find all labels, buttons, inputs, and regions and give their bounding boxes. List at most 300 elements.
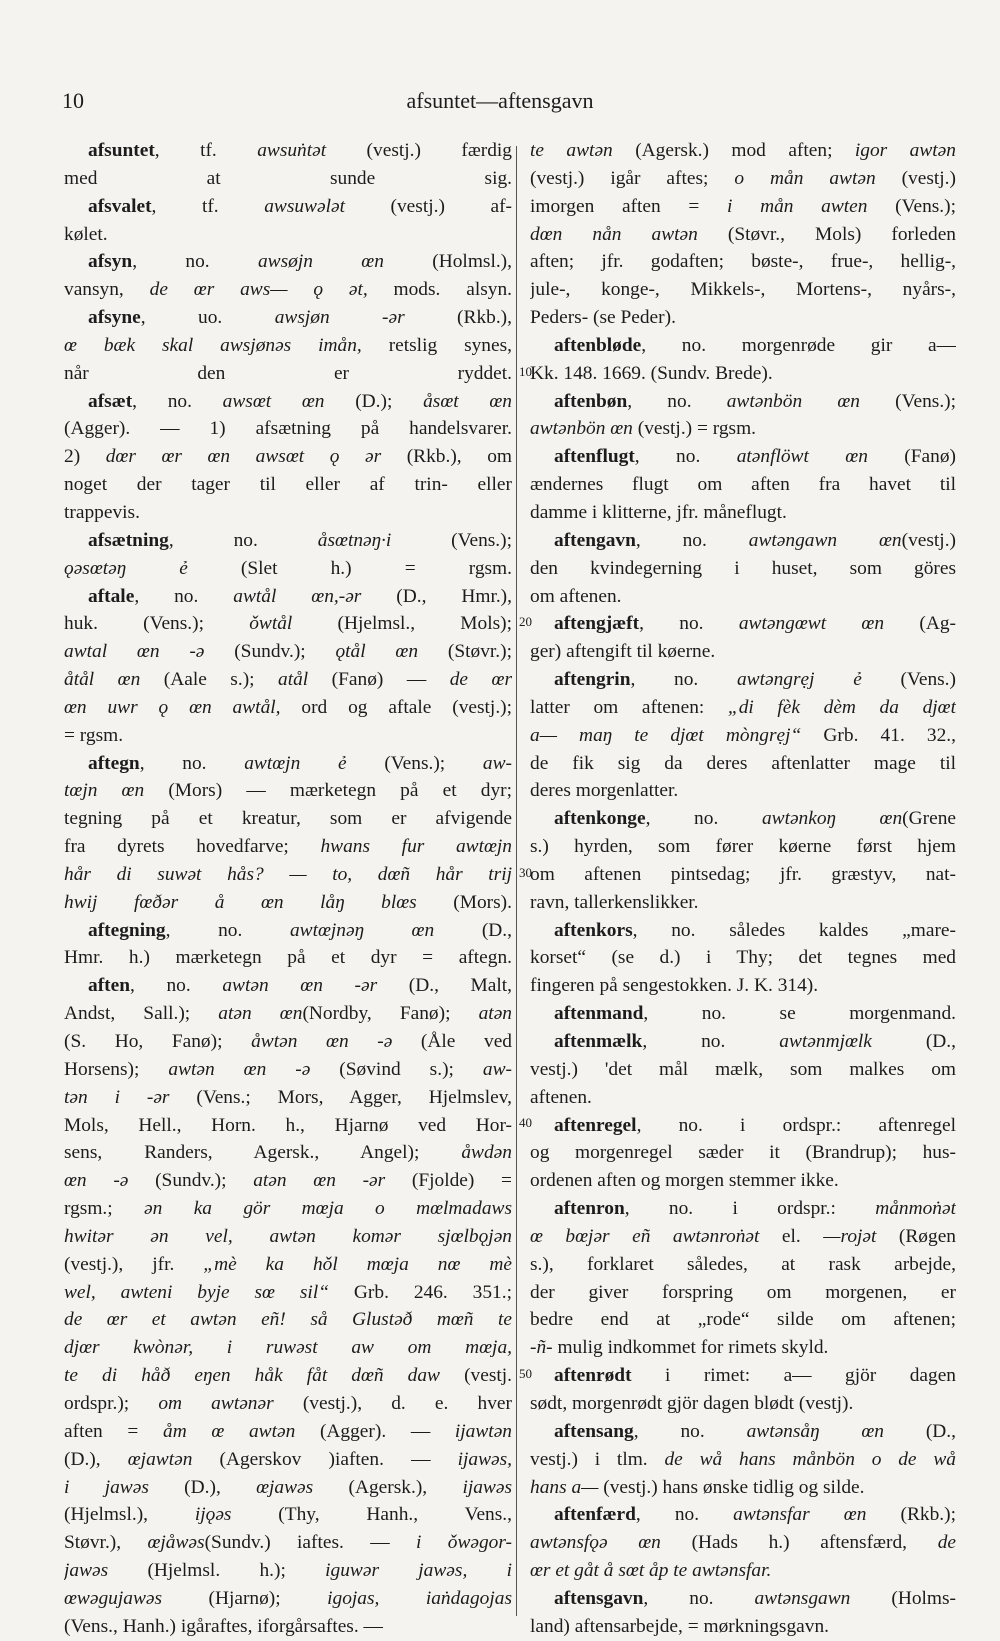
entry-text: (Vens., Hanh.) igåraftes, iforgårsaftes. — <box>64 1615 383 1637</box>
dialect-form: dœn nån awtən <box>530 223 698 245</box>
entry-text: (Røgen <box>876 1225 956 1247</box>
dialect-form: awsuṅtət <box>257 140 327 161</box>
left-column-line <box>64 1056 512 1084</box>
headword: aftenrødt <box>554 1365 632 1387</box>
dialect-form: hwans fur awtœjn <box>320 836 512 858</box>
entry-text: , no. <box>635 1504 734 1526</box>
entry-text: (Støvr.); <box>418 641 512 663</box>
dialect-form: o mån awtən <box>734 167 876 189</box>
dialect-form: —rojət <box>823 1225 877 1247</box>
entry-text: , no. <box>132 251 258 273</box>
entry-text: ordenen aften og morgen stemmer ikke. <box>530 1170 839 1192</box>
dialect-form: tœjn œn <box>64 780 145 802</box>
right-column-line <box>530 722 956 750</box>
dialect-form: åwdən <box>461 1142 512 1164</box>
entry-text: s.), forklaret således, at rask arbejde, <box>530 1253 956 1275</box>
entry-text: Kk. 148. 1669. (Sundv. Brede). <box>530 362 773 384</box>
dialect-form: awsjøn -ər <box>274 307 405 329</box>
dialect-form: ijǫəs <box>194 1504 232 1526</box>
column-divider <box>516 146 517 1616</box>
entry-text: , no. <box>635 529 749 551</box>
entry-text: = rgsm. <box>64 724 124 746</box>
entry-text: Støvr.), <box>64 1532 148 1554</box>
entry-text: s.) hyrden, som fører køerne først hjem <box>530 836 956 858</box>
dialect-form: te di håð eŋen håk fåt dœñ daw <box>64 1365 440 1387</box>
entry-text: , no. morgenrøde gir a— <box>641 334 956 356</box>
entry-text: (D.), <box>64 1448 128 1470</box>
right-column-line <box>530 889 956 917</box>
entry-text: fra dyrets hovedfarve; <box>64 836 321 858</box>
dialect-form: dœr œr œn awsœt ǫ ər <box>105 446 382 468</box>
left-column-line <box>64 583 512 611</box>
dialect-form: i jawəs <box>64 1476 149 1498</box>
entry-text: , no. <box>132 390 223 412</box>
entry-text: vansyn, <box>64 279 150 301</box>
right-column-line <box>530 555 956 583</box>
right-column-line <box>530 165 956 193</box>
entry-text: Peders- (se Peder). <box>530 307 676 329</box>
headword: aftale <box>88 585 135 607</box>
right-column-line <box>530 750 956 778</box>
entry-text: bedre end at „rode“ silde om aftenen; <box>530 1309 956 1331</box>
dialect-form: atən œn <box>218 1003 303 1025</box>
entry-text: vestj.) i tlm. <box>530 1448 665 1470</box>
dialect-form: ijawtən <box>454 1420 512 1442</box>
right-column-line <box>530 1334 956 1362</box>
left-column <box>64 137 512 1641</box>
left-column-line <box>64 889 512 917</box>
headword: aftensang <box>554 1420 634 1442</box>
left-column-line <box>64 1613 512 1641</box>
dialect-form: aw- <box>482 1058 512 1080</box>
dialect-form: hans a— <box>530 1476 599 1498</box>
right-column-line <box>530 777 956 805</box>
right-column-line <box>530 1028 956 1056</box>
left-column-line <box>64 248 512 276</box>
entry-text: ger) aftengift til køerne. <box>530 641 716 663</box>
dialect-form: hwij fœðər å œn låŋ blœs <box>64 891 417 913</box>
entry-text: (Agersk.) mod aften; <box>612 140 855 161</box>
entry-text: Grb. 246. 351.; <box>329 1281 512 1303</box>
dialect-form: ǫtål œn <box>335 641 419 663</box>
left-column-line <box>64 1306 512 1334</box>
entry-text: , no. i ordspr.: aftenregel <box>636 1114 956 1136</box>
left-column-line <box>64 276 512 304</box>
entry-text: (vestj.), d. e. hver <box>273 1392 512 1414</box>
running-head: afsuntet—aftensgavn <box>406 88 594 113</box>
entry-text: Andst, Sall.); <box>64 1003 219 1025</box>
headword: afsætning <box>88 529 169 551</box>
right-column-line <box>530 1195 956 1223</box>
entry-text: (Agger). — <box>295 1420 455 1442</box>
dialect-form: awtənmjœlk <box>779 1031 872 1052</box>
entry-text: Horsens); <box>64 1058 169 1080</box>
entry-text: (vestj.) <box>875 167 956 189</box>
entry-text: Mols, Hell., Horn. h., Hjarnø ved Hor- <box>64 1114 512 1136</box>
entry-text: kølet. <box>64 223 108 245</box>
entry-text: (Hads h.) aftensfærd, <box>660 1532 938 1554</box>
left-column-line <box>64 555 512 583</box>
dialect-form: ǒwtål <box>249 613 293 635</box>
headword: aftenmælk <box>554 1031 643 1052</box>
entry-text: damme i klitterne, jfr. måneflugt. <box>530 501 787 523</box>
right-column-line <box>530 1000 956 1028</box>
dialect-form: hår di suwət hås? — to, dœñ hår trij <box>64 863 512 885</box>
dialect-form: œ bœjər eñ awtənroṅət <box>530 1225 760 1247</box>
entry-text: de fik sig da deres aftenlatter mage til <box>530 752 956 774</box>
left-column-line <box>64 917 512 945</box>
entry-text: , uo. <box>140 307 275 329</box>
right-column-line <box>530 499 956 527</box>
entry-text: (Vens.) <box>861 669 956 691</box>
dialect-form: œn uwr ǫ œn awtål, <box>64 696 281 718</box>
entry-text: (Fanø) <box>867 446 956 468</box>
dialect-form: tən i -ər <box>64 1086 170 1108</box>
left-column-line <box>64 388 512 416</box>
left-column-line <box>64 165 512 193</box>
left-column-line <box>64 1501 512 1529</box>
dialect-form: hwitər ən vel, awtən komər sjœlbǫjən <box>64 1225 512 1247</box>
dialect-form: de <box>937 1532 956 1554</box>
entry-text: (S. Ho, Fanø); <box>64 1031 252 1052</box>
dialect-form: awtənsåŋ œn <box>746 1420 884 1442</box>
right-column-line <box>530 1139 956 1167</box>
entry-text: (D.), <box>148 1476 257 1498</box>
entry-text: (Aale s.); <box>140 669 279 691</box>
entry-text: , no. <box>642 1031 780 1052</box>
entry-text: (Hjelmsl., Mols); <box>292 613 512 635</box>
dialect-form: atən œn -ər <box>253 1170 386 1192</box>
entry-text: , no. <box>165 919 290 941</box>
entry-text: , no. <box>139 752 245 774</box>
entry-text: , tf. <box>151 195 265 217</box>
entry-text: Grb. 41. 32., <box>801 724 956 746</box>
entry-text: land) aftensarbejde, = mørkningsgavn. <box>530 1615 830 1637</box>
dialect-form: awtənbön œn <box>530 418 633 440</box>
entry-text: (D., <box>434 919 512 941</box>
entry-text: (Mors). <box>416 891 512 913</box>
dialect-form: de œr aws— ǫ ət, <box>149 279 368 301</box>
left-column-line <box>64 1084 512 1112</box>
entry-text: (D., Malt, <box>377 975 512 997</box>
right-column-line <box>530 638 956 666</box>
dialect-form: œjawtən <box>127 1448 193 1470</box>
entry-text: (D.); <box>324 390 424 412</box>
headword: afsyn <box>88 251 133 273</box>
headword: aftenfærd <box>554 1504 636 1526</box>
dialect-form: åsœtnəŋ·i <box>317 529 392 551</box>
entry-text: (vestj.), jfr. <box>64 1253 204 1275</box>
entry-text: retslig synes, <box>361 334 512 356</box>
dialect-form: awtənsgawn <box>754 1587 851 1609</box>
dialect-form: awtal œn -ə <box>64 641 205 663</box>
right-column-line <box>530 527 956 555</box>
dialect-form: œ bæk skal awsjønəs imån, <box>64 334 362 356</box>
right-column-line <box>530 1585 956 1613</box>
dialect-form: iguwər jawəs, i <box>325 1560 512 1582</box>
left-column-line <box>64 1167 512 1195</box>
entry-text: (vestj.) = rgsm. <box>632 418 757 440</box>
entry-text: (Grene <box>902 808 956 830</box>
entry-text: (Hjelmsl. h.); <box>108 1560 326 1582</box>
entry-text: den kvindegerning i huset, som göres <box>530 557 956 579</box>
entry-text: aften = <box>64 1420 164 1442</box>
entry-text: (vestj.) igår aftes; <box>530 167 735 189</box>
right-column-line <box>530 360 956 388</box>
headword: aftenbøn <box>554 390 628 412</box>
entry-text: , no. se morgenmand. <box>643 1003 956 1025</box>
left-column-line <box>64 1279 512 1307</box>
headword: afsvalet <box>88 195 152 217</box>
entry-text: (Holmsl.), <box>383 251 512 273</box>
entry-text: med at sunde sig. <box>64 167 512 189</box>
right-column-line <box>530 1474 956 1502</box>
entry-text: korset“ (se d.) i Thy; det tegnes med <box>530 947 956 969</box>
entry-text: (vestj.) hans ønske tidlig og silde. <box>598 1476 865 1498</box>
left-column-line <box>64 499 512 527</box>
left-column-line <box>64 1474 512 1502</box>
headword: aftengavn <box>554 529 636 551</box>
right-column-line <box>530 415 956 443</box>
right-column <box>530 137 956 1641</box>
entry-text: (Rkb.); <box>866 1504 956 1526</box>
entry-text: når den er ryddet. <box>64 362 512 384</box>
entry-text: aftenen. <box>530 1086 592 1108</box>
left-column-line <box>64 1446 512 1474</box>
dialect-form: djœr kwònər, i ruwəst aw om mœja, <box>64 1337 512 1359</box>
right-column-line <box>530 248 956 276</box>
left-column-line <box>64 833 512 861</box>
dialect-form: atən <box>478 1003 512 1025</box>
entry-text: ordspr.); <box>64 1392 159 1414</box>
margin-line-number: 10 <box>519 364 532 379</box>
dialect-form: awsuwəlǝt <box>264 195 345 217</box>
entry-text: , tf. <box>154 140 258 161</box>
left-column-line <box>64 332 512 360</box>
dialect-form: de œr et awtən eñ! så Glustəð mœñ te <box>64 1309 512 1331</box>
dialect-form: igor awtən <box>854 140 956 161</box>
dialect-form: awtəngœwt œn <box>738 613 885 635</box>
entry-text: i rimet: a— gjör dagen <box>631 1365 956 1387</box>
entry-text: , no. <box>633 1420 747 1442</box>
right-column-line <box>530 221 956 249</box>
left-column-line <box>64 1139 512 1167</box>
right-column-line <box>530 471 956 499</box>
right-column-line <box>530 1223 956 1251</box>
left-column-line <box>64 944 512 972</box>
headword: aftegning <box>88 919 166 941</box>
entry-text: , no. <box>639 613 739 635</box>
entry-text: (Rkb.), om <box>381 446 512 468</box>
right-column-line <box>530 137 956 165</box>
left-column-line <box>64 527 512 555</box>
left-column-line <box>64 777 512 805</box>
right-column-line <box>530 1390 956 1418</box>
entry-text: (Åle ved <box>392 1031 512 1052</box>
headword: aftenkors <box>554 919 633 941</box>
left-column-line <box>64 972 512 1000</box>
entry-text: deres morgenlatter. <box>530 780 679 802</box>
margin-line-number: 50 <box>519 1366 532 1381</box>
right-column-line <box>530 1167 956 1195</box>
dialect-form: awtœjn ẻ <box>244 752 347 774</box>
dialect-form: „di fèk dèm da djœt <box>727 696 956 718</box>
dialect-form: de wå hans månbön o de wå <box>664 1448 956 1470</box>
dialect-form: atål <box>278 669 309 691</box>
entry-text: huk. (Vens.); <box>64 613 250 635</box>
entry-text: mods. alsyn. <box>367 279 512 301</box>
right-column-line <box>530 805 956 833</box>
left-column-line <box>64 1557 512 1585</box>
right-column-line <box>530 1362 956 1390</box>
entry-text: og morgenregel sæder it (Brandrup); hus- <box>530 1142 956 1164</box>
entry-text: (Rkb.), <box>404 307 512 329</box>
entry-text: aften; jfr. godaften; bøste-, frue-, hellig-, <box>530 251 956 273</box>
dialect-form: ijawəs, <box>457 1448 512 1470</box>
entry-text: , no. <box>643 1587 755 1609</box>
left-column-line <box>64 304 512 332</box>
page-number: 10 <box>62 88 84 113</box>
dialect-form: awsøjn œn <box>257 251 384 273</box>
right-column-line <box>530 583 956 611</box>
entry-text: trappevis. <box>64 501 140 523</box>
headword: aftenregel <box>554 1114 637 1136</box>
dialect-form: atənflöwt œn <box>736 446 868 468</box>
entry-text: noget der tager til eller af trin- eller <box>64 474 512 496</box>
left-column-line <box>64 221 512 249</box>
entry-text: rgsm.; <box>64 1198 145 1220</box>
left-column-line <box>64 722 512 750</box>
right-column-line <box>530 1613 956 1641</box>
dialect-form: œjawəs <box>256 1476 314 1498</box>
right-column-line <box>530 276 956 304</box>
entry-text: (Ag- <box>884 613 956 635</box>
entry-text: (vestj.) <box>901 529 956 551</box>
right-column-line <box>530 833 956 861</box>
left-column-line <box>64 193 512 221</box>
left-column-line <box>64 1223 512 1251</box>
entry-text: sødt, morgenrødt gjör dagen blødt (vestj). <box>530 1392 854 1414</box>
entry-text: , no. <box>630 669 737 691</box>
entry-text: (Hjarnø); <box>162 1587 328 1609</box>
right-column-line <box>530 332 956 360</box>
headword: aftensgavn <box>554 1587 644 1609</box>
dialect-form: åm œ awtən <box>163 1420 296 1442</box>
headword: afsæt <box>88 390 133 412</box>
headword: aftenron <box>554 1198 625 1220</box>
entry-text: sens, Randers, Agersk., Angel); <box>64 1142 462 1164</box>
left-column-line <box>64 638 512 666</box>
left-column-line <box>64 1195 512 1223</box>
entry-text: ændernes flugt om aften fra havet til <box>530 474 956 496</box>
entry-text: (Vens.; Mors, Agger, Hjelmslev, <box>169 1086 512 1108</box>
entry-text: mulig indkommet for rimets skyld. <box>552 1337 829 1359</box>
entry-text: , no. <box>627 390 727 412</box>
dialect-form: awtən œn -ə <box>168 1058 311 1080</box>
entry-text: (Hjelmsl.), <box>64 1504 195 1526</box>
right-column-line <box>530 1279 956 1307</box>
left-column-line <box>64 137 512 165</box>
right-column-line <box>530 1529 956 1557</box>
entry-text: ord og aftale (vestj.); <box>280 696 512 718</box>
right-column-line <box>530 1501 956 1529</box>
left-column-line <box>64 415 512 443</box>
dialect-form: igojas, iaṅdagojas <box>327 1587 512 1609</box>
left-column-line <box>64 694 512 722</box>
right-column-line <box>530 1446 956 1474</box>
right-column-line <box>530 610 956 638</box>
entry-text: (Nordby, Fanø); <box>302 1003 479 1025</box>
left-column-line <box>64 1362 512 1390</box>
dialect-form: awtål œn,-ər <box>233 585 362 607</box>
dialect-form: ǫəsœtəŋ ẻ <box>64 557 188 579</box>
dialect-form: te awtən <box>530 140 613 161</box>
right-column-line <box>530 304 956 332</box>
right-column-line <box>530 917 956 945</box>
entry-text: , no. <box>168 529 318 551</box>
entry-text: imorgen aften = <box>530 195 727 217</box>
entry-text: (Støvr., Mols) forleden <box>697 223 956 245</box>
dialect-form: åsœt œn <box>423 390 512 412</box>
dialect-form: awtənsfar œn <box>733 1504 867 1526</box>
right-column-line <box>530 1056 956 1084</box>
entry-text: (Vens.); <box>391 529 512 551</box>
left-column-line <box>64 1418 512 1446</box>
entry-text: ravn, tallerkenslikker. <box>530 891 699 913</box>
left-column-line <box>64 443 512 471</box>
dialect-form: aw- <box>482 752 512 774</box>
left-column-line <box>64 750 512 778</box>
dialect-form: awtənsfǫə œn <box>530 1532 661 1554</box>
dialect-form: awtəngrẹj ẻ <box>736 669 862 691</box>
right-column-line <box>530 388 956 416</box>
entry-text: (Agger). — 1) afsætning på handelsvarer. <box>64 418 512 440</box>
dialect-form: i mån awten <box>727 195 868 217</box>
entry-text: (Agerskov )iaften. — <box>192 1448 458 1470</box>
entry-text: om aftenen pintsedag; jfr. græstyv, nat- <box>530 863 956 885</box>
entry-text: , no. således kaldes „mare- <box>632 919 956 941</box>
margin-line-number: 40 <box>519 1115 532 1130</box>
entry-text: (vestj.) af- <box>344 195 512 217</box>
entry-text: (Agersk.), <box>313 1476 463 1498</box>
entry-text: Hmr. h.) mærketegn på et dyr = aftegn. <box>64 947 512 969</box>
entry-text: (Holms- <box>850 1587 956 1609</box>
entry-text: el. <box>759 1225 824 1247</box>
entry-text: (Thy, Hanh., Vens., <box>231 1504 512 1526</box>
dialect-form: åwtən œn -ə <box>251 1031 393 1052</box>
dialect-form: awtəngawn œn <box>748 529 902 551</box>
entry-text: (D., <box>871 1031 956 1052</box>
left-column-line <box>64 861 512 889</box>
dialect-form: awtœjnəŋ œn <box>289 919 435 941</box>
entry-text: der giver forspring om morgenen, er <box>530 1281 956 1303</box>
dialect-form: „mè ka hǒl mœja nœ mè <box>203 1253 512 1275</box>
left-column-line <box>64 1000 512 1028</box>
right-column-line <box>530 944 956 972</box>
dialect-form: ijawəs <box>462 1476 512 1498</box>
dialect-form: awtən œn -ər <box>222 975 378 997</box>
dialect-form: awtənbön œn <box>726 390 860 412</box>
entry-text: (Fanø) — <box>308 669 450 691</box>
entry-text: , no. <box>634 446 737 468</box>
margin-line-number: 20 <box>519 614 532 629</box>
entry-text: (Mors) — mærketegn på et dyr; <box>144 780 512 802</box>
left-column-line <box>64 1028 512 1056</box>
entry-text: (Sundv.); <box>128 1170 254 1192</box>
right-column-line <box>530 1557 956 1585</box>
dialect-form: månmoṅət <box>875 1198 956 1220</box>
entry-text: , no. <box>645 808 762 830</box>
